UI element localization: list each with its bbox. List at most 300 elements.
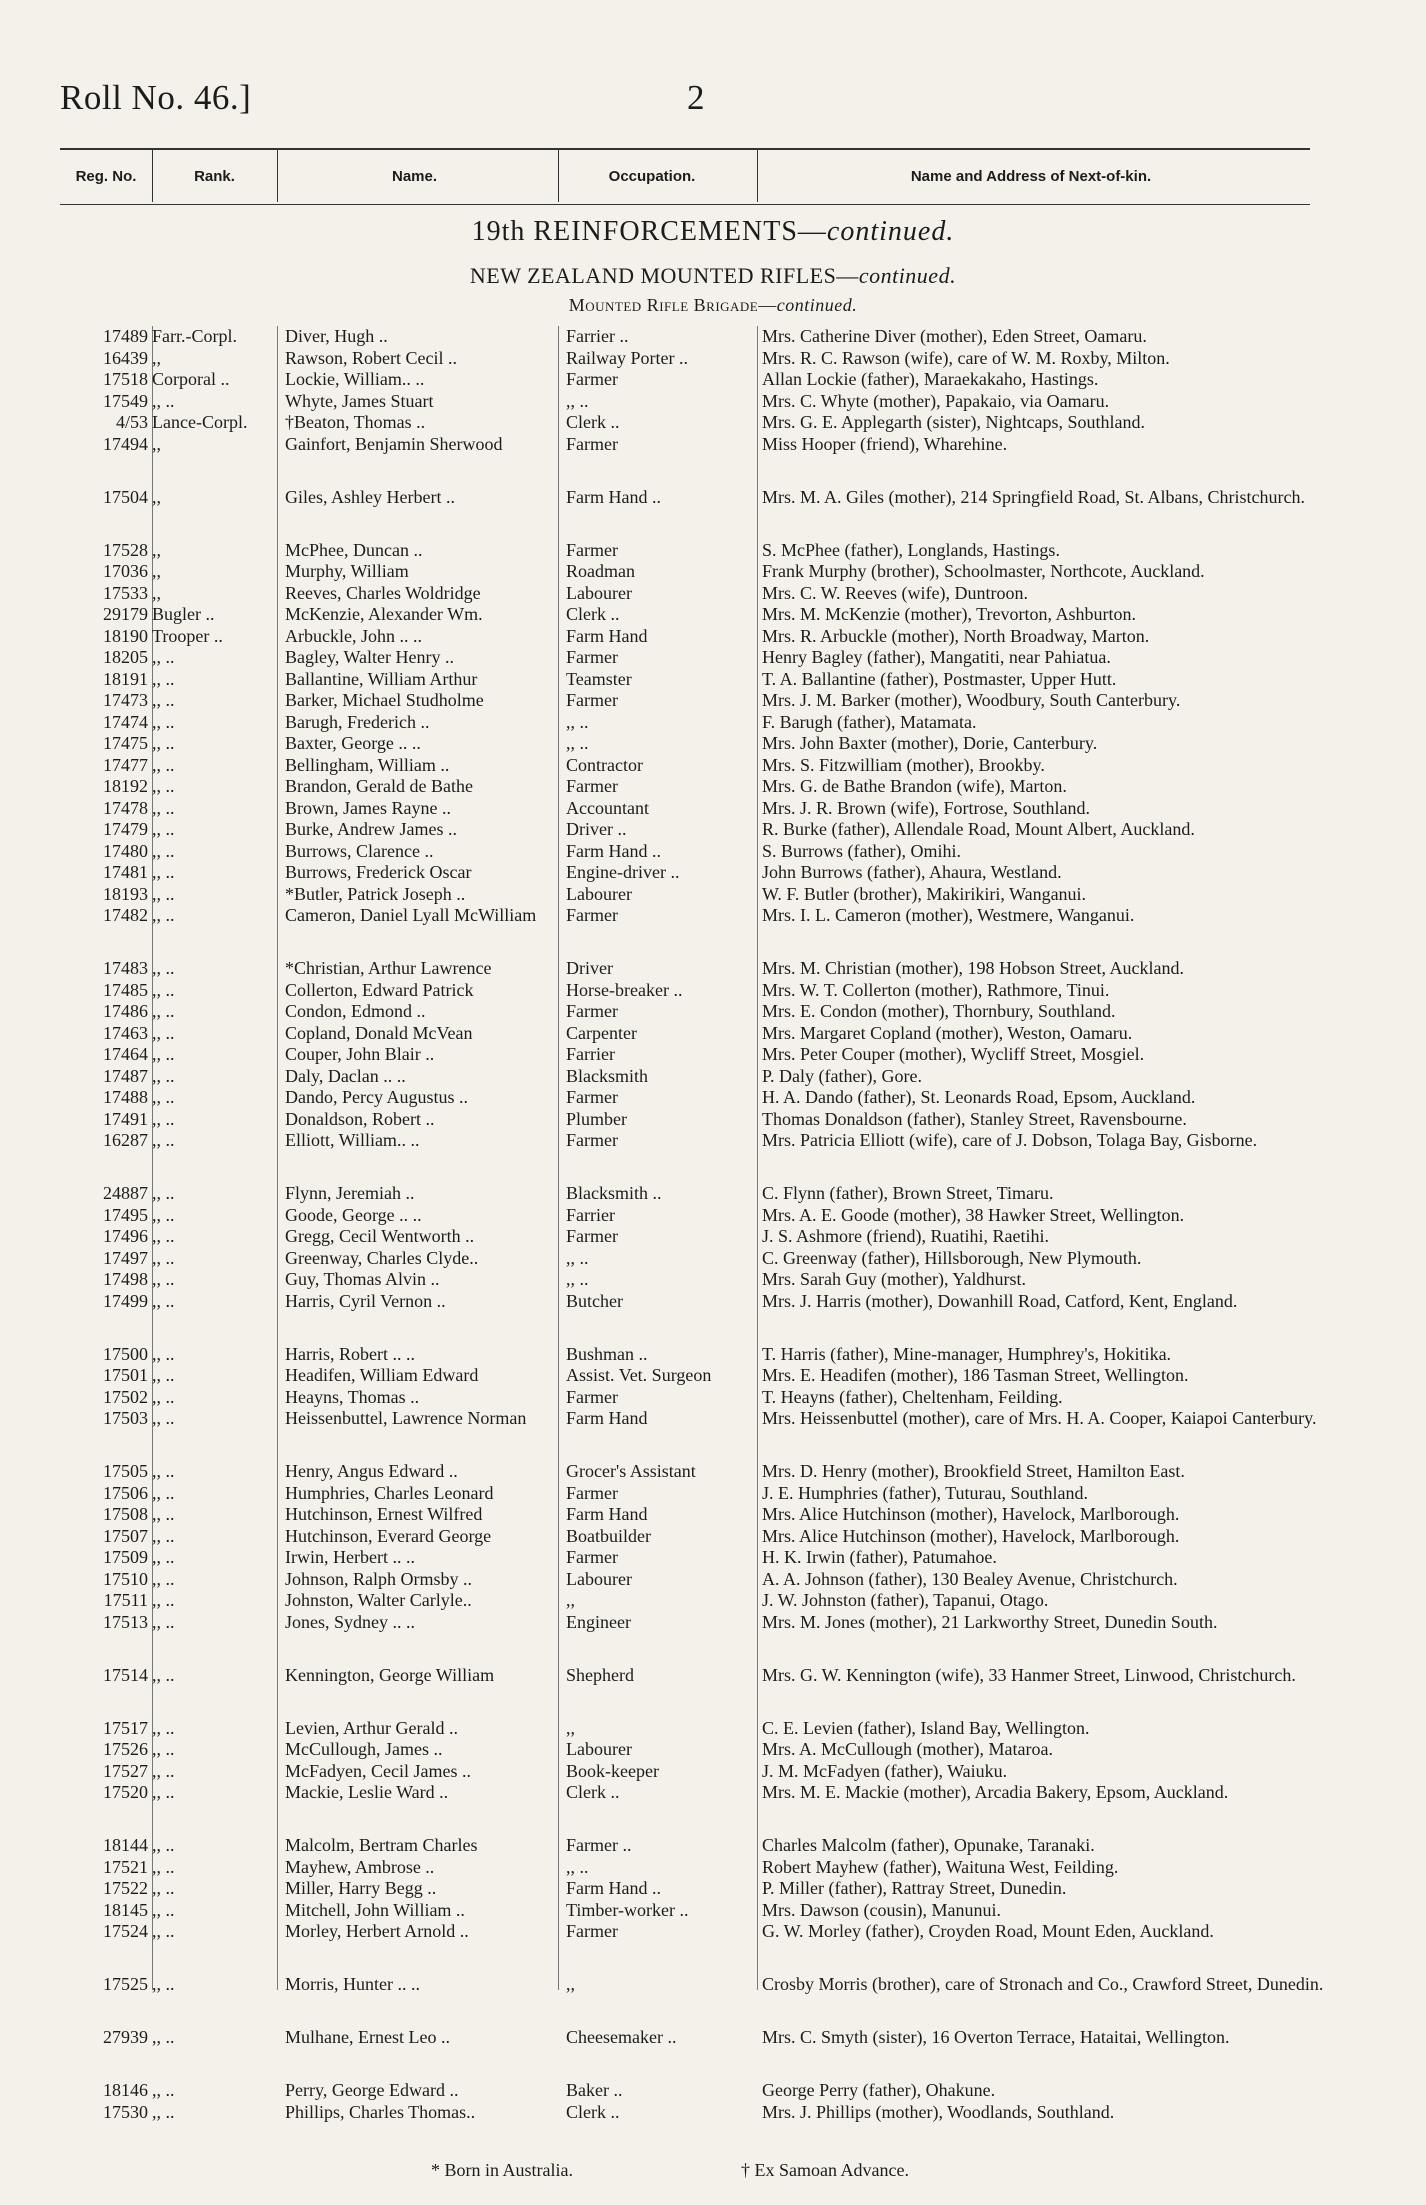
table-row [0, 1900, 1426, 1922]
rank-cell: ,, .. [152, 2080, 175, 2100]
table-row [0, 561, 1426, 583]
occupation-cell: Farrier .. [566, 326, 629, 346]
reg-no-cell: 17494 [103, 433, 148, 454]
table-row [0, 412, 1426, 434]
page-number: 2 [687, 78, 705, 117]
table-row [0, 1835, 1426, 1857]
next-of-kin-cell: Allan Lockie (father), Maraekakaho, Hastings. [762, 369, 1099, 389]
table-row [0, 1044, 1426, 1066]
next-of-kin-cell: Mrs. W. T. Collerton (mother), Rathmore, Tinui. [762, 979, 1110, 1000]
name-cell: Reeves, Charles Woldridge [285, 582, 481, 603]
row-spacer [0, 2070, 1426, 2080]
occupation-cell: ,, .. [566, 390, 589, 411]
reg-no-cell: 17502 [103, 1386, 148, 1407]
rank-cell: ,, .. [152, 1921, 175, 1941]
table-row [0, 1066, 1426, 1088]
rank-cell: ,, [152, 539, 161, 560]
rank-cell: ,, .. [152, 1461, 175, 1481]
row-spacer [0, 1708, 1426, 1718]
occupation-cell: ,, .. [566, 711, 589, 732]
name-cell: Diver, Hugh .. [285, 326, 388, 346]
row-spacer [0, 1825, 1426, 1835]
next-of-kin-cell: Mrs. R. Arbuckle (mother), North Broadway, Marton. [762, 625, 1150, 646]
next-of-kin-cell: S. Burrows (father), Omihi. [762, 840, 961, 861]
name-cell: Arbuckle, John .. .. [285, 625, 422, 646]
next-of-kin-cell: Miss Hooper (friend), Wharehine. [762, 433, 1008, 454]
next-of-kin-cell: Mrs. D. Henry (mother), Brookfield Street, Hamilton East. [762, 1461, 1185, 1481]
name-cell: Heissenbuttel, Lawrence Norman [285, 1408, 527, 1428]
name-cell: Burrows, Clarence .. [285, 840, 434, 861]
next-of-kin-cell: Mrs. S. Fitzwilliam (mother), Brookby. [762, 754, 1045, 775]
reg-no-cell: 17518 [103, 369, 148, 389]
rank-cell: ,, .. [152, 883, 175, 904]
reg-no-cell: 17483 [103, 958, 148, 978]
occupation-cell: Book-keeper [566, 1760, 659, 1781]
table-row [0, 1248, 1426, 1270]
name-cell: Barker, Michael Studholme [285, 690, 484, 710]
table-row [0, 1001, 1426, 1023]
rank-cell: ,, .. [152, 390, 175, 411]
next-of-kin-cell: Mrs. E. Headifen (mother), 186 Tasman Street, Wellington. [762, 1365, 1189, 1385]
occupation-cell: Farrier [566, 1204, 615, 1225]
rank-cell: ,, .. [152, 1022, 175, 1043]
next-of-kin-cell: Robert Mayhew (father), Waituna West, Feilding. [762, 1856, 1119, 1877]
occupation-cell: Farmer [566, 1482, 618, 1503]
occupation-cell: Boatbuilder [566, 1525, 651, 1546]
table-row [0, 1023, 1426, 1045]
rank-cell: ,, .. [152, 668, 175, 689]
rank-cell: ,, .. [152, 905, 175, 925]
occupation-cell: ,, .. [566, 1856, 589, 1877]
table-row [0, 1130, 1426, 1173]
col-reg-no: Reg. No. [75, 168, 137, 185]
table-row [0, 1269, 1426, 1291]
next-of-kin-cell: H. A. Dando (father), St. Leonards Road, Epsom, Auckland. [762, 1087, 1196, 1107]
reg-no-cell: 17036 [103, 561, 148, 581]
next-of-kin-cell: Mrs. G. E. Applegarth (sister), Nightcaps, Southland. [762, 412, 1145, 432]
name-cell: Condon, Edmond .. [285, 1001, 426, 1021]
reg-no-cell: 17504 [103, 486, 148, 507]
table-row [0, 1878, 1426, 1900]
name-cell: Goode, George .. .. [285, 1204, 422, 1225]
name-cell: Burrows, Frederick Oscar [285, 862, 472, 882]
table-row [0, 1782, 1426, 1825]
next-of-kin-cell: Thomas Donaldson (father), Stanley Street, Ravensbourne. [762, 1108, 1187, 1129]
name-cell: Harris, Robert .. .. [285, 1343, 415, 1364]
rank-cell: ,, .. [152, 1204, 175, 1225]
row-spacer [0, 948, 1426, 958]
reg-no-cell: 18193 [103, 883, 148, 904]
occupation-cell: Farmer [566, 1226, 618, 1246]
next-of-kin-cell: Mrs. M. Christian (mother), 198 Hobson Street, Auckland. [762, 958, 1184, 978]
table-row [0, 1612, 1426, 1655]
name-cell: Dando, Percy Augustus .. [285, 1087, 468, 1107]
next-of-kin-cell: John Burrows (father), Ahaura, Westland. [762, 862, 1062, 882]
table-row [0, 434, 1426, 477]
reg-no-cell: 17487 [103, 1065, 148, 1086]
table-row [0, 391, 1426, 413]
reg-no-cell: 17549 [103, 390, 148, 411]
next-of-kin-cell: Mrs. M. McKenzie (mother), Trevorton, Ashburton. [762, 604, 1136, 624]
reg-no-cell: 27939 [103, 2027, 148, 2047]
reg-no-cell: 18145 [103, 1899, 148, 1920]
reg-no-cell: 17464 [103, 1044, 148, 1064]
name-cell: Collerton, Edward Patrick [285, 979, 474, 1000]
occupation-cell: Farmer [566, 433, 618, 454]
table-row [0, 690, 1426, 712]
table-row [0, 2102, 1426, 2124]
name-cell: McKenzie, Alexander Wm. [285, 604, 483, 624]
table-row [0, 1365, 1426, 1387]
name-cell: Guy, Thomas Alvin .. [285, 1269, 440, 1289]
table-row [0, 669, 1426, 691]
name-cell: Burke, Andrew James .. [285, 819, 457, 839]
next-of-kin-cell: Mrs. J. Harris (mother), Dowanhill Road, Catford, Kent, England. [762, 1290, 1238, 1311]
name-cell: Perry, George Edward .. [285, 2080, 459, 2100]
next-of-kin-cell: A. A. Johnson (father), 130 Bealey Avenue, Christchurch. [762, 1568, 1178, 1589]
rank-cell: ,, .. [152, 1290, 175, 1311]
table-row [0, 980, 1426, 1002]
row-spacer [0, 1451, 1426, 1461]
table-row [0, 647, 1426, 669]
table-row [0, 712, 1426, 734]
reg-no-cell: 17508 [103, 1504, 148, 1524]
table-row [0, 1344, 1426, 1366]
table-row [0, 487, 1426, 530]
name-cell: *Butler, Patrick Joseph .. [285, 883, 466, 904]
occupation-cell: Timber-worker .. [566, 1899, 689, 1920]
rank-cell: ,, .. [152, 733, 175, 753]
table-row [0, 1526, 1426, 1548]
name-cell: McCullough, James .. [285, 1739, 443, 1759]
next-of-kin-cell: Charles Malcolm (father), Opunake, Taranaki. [762, 1835, 1095, 1855]
reg-no-cell: 17507 [103, 1525, 148, 1546]
table-row [0, 798, 1426, 820]
next-of-kin-cell: Crosby Morris (brother), care of Stronach and Co., Crawford Street, Dunedin. [762, 1974, 1324, 1994]
name-cell: McFadyen, Cecil James .. [285, 1760, 471, 1781]
occupation-cell: Driver [566, 958, 613, 978]
reg-no-cell: 17495 [103, 1204, 148, 1225]
next-of-kin-cell: Mrs. E. Condon (mother), Thornbury, Southland. [762, 1001, 1116, 1021]
occupation-cell: ,, .. [566, 1247, 589, 1268]
table-row [0, 776, 1426, 798]
rank-cell: ,, .. [152, 776, 175, 796]
next-of-kin-cell: Frank Murphy (brother), Schoolmaster, Northcote, Auckland. [762, 561, 1205, 581]
name-cell: †Beaton, Thomas .. [285, 412, 426, 432]
reg-no-cell: 18144 [103, 1835, 148, 1855]
table-row [0, 884, 1426, 906]
name-cell: Miller, Harry Begg .. [285, 1878, 437, 1898]
rank-cell: ,, .. [152, 1899, 175, 1920]
name-cell: Morley, Herbert Arnold .. [285, 1921, 469, 1941]
table-row [0, 1974, 1426, 2017]
occupation-cell: Farmer .. [566, 1835, 632, 1855]
table-row [0, 326, 1426, 348]
name-cell: Mackie, Leslie Ward .. [285, 1782, 449, 1802]
table-row [0, 1718, 1426, 1740]
rank-cell: ,, .. [152, 711, 175, 732]
rank-cell: ,, .. [152, 1717, 175, 1738]
occupation-cell: Labourer [566, 1568, 632, 1589]
reg-no-cell: 17513 [103, 1611, 148, 1632]
reg-no-cell: 17533 [103, 582, 148, 603]
row-spacer [0, 2017, 1426, 2027]
rank-cell: ,, .. [152, 1087, 175, 1107]
next-of-kin-cell: H. K. Irwin (father), Patumahoe. [762, 1547, 997, 1567]
name-cell: Malcolm, Bertram Charles [285, 1835, 478, 1855]
next-of-kin-cell: Mrs. M. E. Mackie (mother), Arcadia Bakery, Epsom, Auckland. [762, 1782, 1229, 1802]
rank-cell: ,, .. [152, 1226, 175, 1246]
rank-cell: ,, .. [152, 1408, 175, 1428]
occupation-cell: ,, .. [566, 733, 589, 753]
rank-cell: ,, .. [152, 958, 175, 978]
next-of-kin-cell: J. S. Ashmore (friend), Ruatihi, Raetihi. [762, 1226, 1049, 1246]
occupation-cell: Roadman [566, 561, 635, 581]
rank-cell: ,, [152, 433, 161, 454]
occupation-cell: Clerk .. [566, 412, 620, 432]
rank-cell: ,, .. [152, 2027, 175, 2047]
name-cell: Bagley, Walter Henry .. [285, 647, 454, 667]
table-row [0, 1087, 1426, 1109]
rank-cell: ,, .. [152, 2101, 175, 2122]
reg-no-cell: 17501 [103, 1365, 148, 1385]
next-of-kin-cell: J. W. Johnston (father), Tapanui, Otago. [762, 1590, 1049, 1610]
rank-cell: ,, .. [152, 1482, 175, 1503]
rank-cell: ,, .. [152, 1568, 175, 1589]
reg-no-cell: 17506 [103, 1482, 148, 1503]
reg-no-cell: 17473 [103, 690, 148, 710]
header-divider [277, 148, 278, 202]
name-cell: Irwin, Herbert .. .. [285, 1547, 415, 1567]
next-of-kin-cell: Mrs. Heissenbuttel (mother), care of Mrs. H. A. Cooper, Kaiapoi Canterbury. [762, 1408, 1317, 1428]
rank-cell: ,, .. [152, 1044, 175, 1064]
reg-no-cell: 17510 [103, 1568, 148, 1589]
rank-cell: ,, .. [152, 1001, 175, 1021]
next-of-kin-cell: G. W. Morley (father), Croyden Road, Mount Eden, Auckland. [762, 1921, 1214, 1941]
table-row [0, 1921, 1426, 1964]
name-cell: Brandon, Gerald de Bathe [285, 776, 473, 796]
occupation-cell: Bushman .. [566, 1343, 648, 1364]
rank-cell: ,, .. [152, 1386, 175, 1407]
occupation-cell: Railway Porter .. [566, 347, 688, 368]
name-cell: Morris, Hunter .. .. [285, 1974, 420, 1994]
reg-no-cell: 17478 [103, 797, 148, 818]
rank-cell: Trooper .. [152, 625, 223, 646]
row-spacer [0, 1334, 1426, 1344]
name-cell: Gainfort, Benjamin Sherwood [285, 433, 503, 454]
name-cell: Mulhane, Ernest Leo .. [285, 2027, 450, 2047]
next-of-kin-cell: Mrs. J. R. Brown (wife), Fortrose, Southland. [762, 797, 1090, 818]
occupation-cell: Farm Hand [566, 1504, 648, 1524]
reg-no-cell: 17489 [103, 326, 148, 346]
reg-no-cell: 18190 [103, 625, 148, 646]
occupation-cell: Farmer [566, 776, 618, 796]
reg-no-cell: 17486 [103, 1001, 148, 1021]
reg-no-cell: 18146 [103, 2080, 148, 2100]
next-of-kin-cell: Mrs. Peter Couper (mother), Wycliff Street, Mosgiel. [762, 1044, 1145, 1064]
table-row [0, 2027, 1426, 2070]
rank-cell: ,, .. [152, 1130, 175, 1150]
reg-no-cell: 17474 [103, 711, 148, 732]
occupation-cell: Farm Hand [566, 625, 648, 646]
rank-cell: Lance-Corpl. [152, 412, 248, 432]
next-of-kin-cell: Mrs. C. Smyth (sister), 16 Overton Terrace, Hataitai, Wellington. [762, 2027, 1230, 2047]
name-cell: Bellingham, William .. [285, 754, 450, 775]
name-cell: Mitchell, John William .. [285, 1899, 465, 1920]
rank-cell: ,, .. [152, 1343, 175, 1364]
name-cell: Flynn, Jeremiah .. [285, 1183, 415, 1203]
name-cell: Levien, Arthur Gerald .. [285, 1717, 458, 1738]
occupation-cell: Farmer [566, 1087, 618, 1107]
rank-cell: ,, .. [152, 1183, 175, 1203]
footnote-samoan-advance: † Ex Samoan Advance. [741, 2160, 909, 2180]
rank-cell: ,, [152, 582, 161, 603]
name-cell: Lockie, William.. .. [285, 369, 425, 389]
name-cell: Barugh, Frederich .. [285, 711, 430, 732]
name-cell: Couper, John Blair .. [285, 1044, 435, 1064]
name-cell: Copland, Donald McVean [285, 1022, 473, 1043]
occupation-cell: ,, [566, 1974, 575, 1994]
occupation-cell: Grocer's Assistant [566, 1461, 696, 1481]
name-cell: Elliott, William.. .. [285, 1130, 420, 1150]
occupation-cell: Farm Hand [566, 1408, 648, 1428]
reg-no-cell: 17481 [103, 862, 148, 882]
next-of-kin-cell: S. McPhee (father), Longlands, Hastings. [762, 539, 1060, 560]
table-row [0, 1291, 1426, 1334]
reg-no-cell: 16439 [103, 347, 148, 368]
next-of-kin-cell: Mrs. Alice Hutchinson (mother), Havelock, Marlborough. [762, 1525, 1180, 1546]
reg-no-cell: 17522 [103, 1878, 148, 1898]
reg-no-cell: 17509 [103, 1547, 148, 1567]
column-headers [60, 148, 1310, 205]
next-of-kin-cell: Mrs. Dawson (cousin), Manunui. [762, 1899, 1001, 1920]
occupation-cell: Labourer [566, 582, 632, 603]
name-cell: Ballantine, William Arthur [285, 668, 478, 689]
name-cell: Giles, Ashley Herbert .. [285, 486, 455, 507]
table-row [0, 1547, 1426, 1569]
occupation-cell: Farm Hand .. [566, 1878, 661, 1898]
rank-cell: ,, .. [152, 1365, 175, 1385]
table-row [0, 1226, 1426, 1248]
header-divider [757, 148, 758, 202]
next-of-kin-cell: P. Daly (father), Gore. [762, 1065, 922, 1086]
unit-title-continued: continued. [858, 263, 957, 288]
reg-no-cell: 17521 [103, 1856, 148, 1877]
next-of-kin-cell: Mrs. Alice Hutchinson (mother), Havelock, Marlborough. [762, 1504, 1180, 1524]
occupation-cell: Clerk .. [566, 604, 620, 624]
occupation-cell: Farmer [566, 1130, 618, 1150]
rank-cell: ,, .. [152, 1974, 175, 1994]
reg-no-cell: 17485 [103, 979, 148, 1000]
reg-no-cell: 17463 [103, 1022, 148, 1043]
table-row [0, 1590, 1426, 1612]
next-of-kin-cell: T. A. Ballantine (father), Postmaster, Upper Hutt. [762, 668, 1117, 689]
reg-no-cell: 17505 [103, 1461, 148, 1481]
occupation-cell: Farmer [566, 1547, 618, 1567]
rank-cell: ,, .. [152, 1547, 175, 1567]
occupation-cell: ,, [566, 1590, 575, 1610]
next-of-kin-cell: T. Heayns (father), Cheltenham, Feilding. [762, 1386, 1063, 1407]
next-of-kin-cell: J. M. McFadyen (father), Waiuku. [762, 1760, 1008, 1781]
next-of-kin-cell: Mrs. J. M. Barker (mother), Woodbury, South Canterbury. [762, 690, 1181, 710]
row-spacer [0, 1964, 1426, 1974]
occupation-cell: Engine-driver .. [566, 862, 680, 882]
reg-no-cell: 17497 [103, 1247, 148, 1268]
name-cell: Jones, Sydney .. .. [285, 1611, 415, 1632]
name-cell: Harris, Cyril Vernon .. [285, 1290, 446, 1311]
next-of-kin-cell: Mrs. I. L. Cameron (mother), Westmere, Wanganui. [762, 905, 1135, 925]
next-of-kin-cell: Mrs. J. Phillips (mother), Woodlands, Southland. [762, 2101, 1115, 2122]
reg-no-cell: 17491 [103, 1108, 148, 1129]
reg-no-cell: 17520 [103, 1782, 148, 1802]
rank-cell: ,, .. [152, 840, 175, 861]
rank-cell: Farr.-Corpl. [152, 326, 237, 346]
name-cell: Johnston, Walter Carlyle.. [285, 1590, 472, 1610]
rank-cell: ,, .. [152, 1525, 175, 1546]
reg-no-cell: 17488 [103, 1087, 148, 1107]
next-of-kin-cell: Mrs. R. C. Rawson (wife), care of W. M. Roxby, Milton. [762, 347, 1170, 368]
occupation-cell: Labourer [566, 883, 632, 904]
table-row [0, 1739, 1426, 1761]
reg-no-cell: 18192 [103, 776, 148, 796]
col-occupation: Occupation. [608, 168, 696, 185]
table-row [0, 1857, 1426, 1879]
table-row [0, 958, 1426, 980]
table-row [0, 819, 1426, 841]
occupation-cell: Farmer [566, 369, 618, 389]
occupation-cell: Butcher [566, 1290, 623, 1311]
rank-cell: ,, .. [152, 979, 175, 1000]
reg-no-cell: 18191 [103, 668, 148, 689]
rank-cell: ,, .. [152, 862, 175, 882]
next-of-kin-cell: Mrs. John Baxter (mother), Dorie, Canterbury. [762, 733, 1098, 753]
name-cell: Kennington, George William [285, 1664, 495, 1685]
row-spacer [0, 477, 1426, 487]
occupation-cell: Blacksmith [566, 1065, 648, 1086]
rank-cell: ,, .. [152, 819, 175, 839]
reg-no-cell: 17500 [103, 1343, 148, 1364]
next-of-kin-cell: Mrs. A. E. Goode (mother), 38 Hawker Street, Wellington. [762, 1204, 1185, 1225]
occupation-cell: Farrier [566, 1044, 615, 1064]
name-cell: Gregg, Cecil Wentworth .. [285, 1226, 475, 1246]
occupation-cell: Plumber [566, 1108, 627, 1129]
table-row [0, 1205, 1426, 1227]
table-row [0, 1569, 1426, 1591]
col-next-of-kin: Name and Address of Next-of-kin. [910, 168, 1152, 185]
name-cell: Greenway, Charles Clyde.. [285, 1247, 479, 1268]
table-row [0, 604, 1426, 626]
name-cell: Cameron, Daniel Lyall McWilliam [285, 905, 537, 925]
col-name: Name. [391, 168, 438, 185]
occupation-cell: Baker .. [566, 2080, 623, 2100]
occupation-cell: Accountant [566, 797, 649, 818]
next-of-kin-cell: Mrs. Sarah Guy (mother), Yaldhurst. [762, 1269, 1026, 1289]
rank-cell: ,, .. [152, 1108, 175, 1129]
row-spacer [0, 530, 1426, 540]
rank-cell: ,, .. [152, 647, 175, 667]
reg-no-cell: 17511 [103, 1590, 148, 1610]
col-rank: Rank. [194, 168, 235, 185]
occupation-cell: Cheesemaker .. [566, 2027, 677, 2047]
occupation-cell: Clerk .. [566, 1782, 620, 1802]
next-of-kin-cell: Mrs. Patricia Elliott (wife), care of J. Dobson, Tolaga Bay, Gisborne. [762, 1130, 1258, 1150]
occupation-cell: Farm Hand .. [566, 840, 661, 861]
occupation-cell: Driver .. [566, 819, 627, 839]
table-row [0, 1483, 1426, 1505]
reg-no-cell: 17514 [103, 1664, 148, 1685]
footnote-born-australia: * Born in Australia. [431, 2160, 573, 2180]
brigade-title [0, 295, 1426, 316]
